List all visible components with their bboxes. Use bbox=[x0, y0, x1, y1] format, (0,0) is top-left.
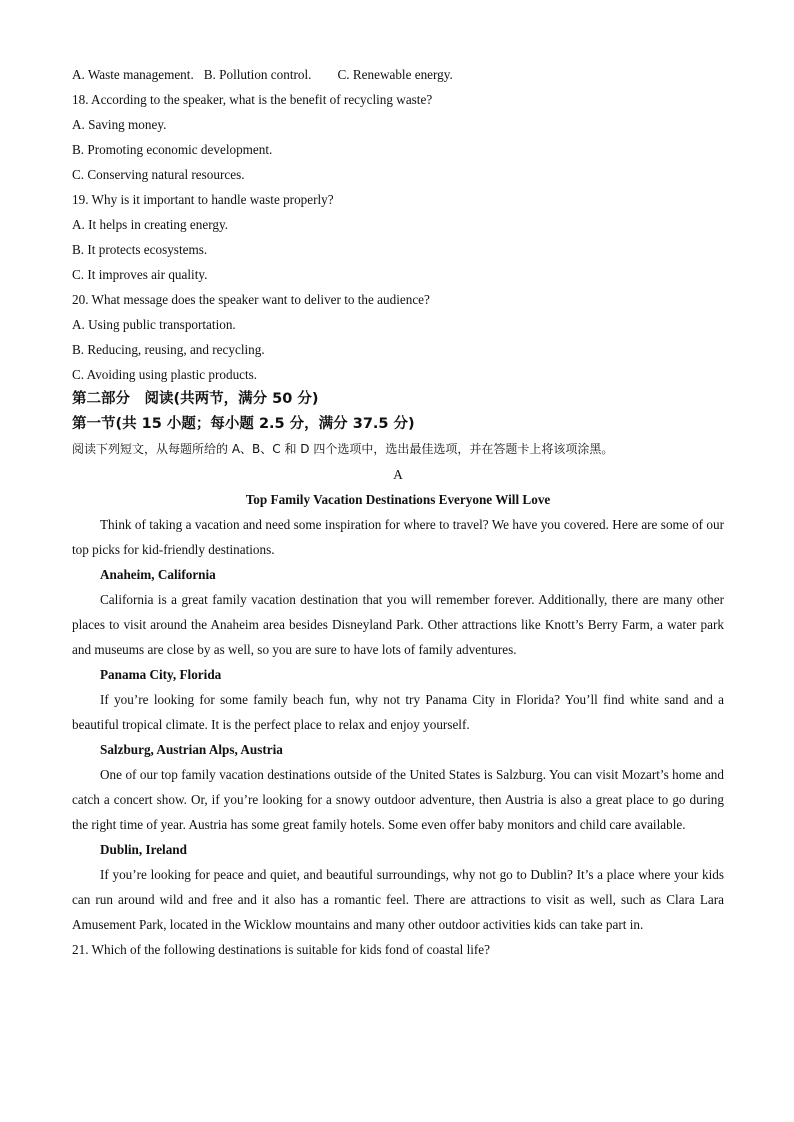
destination-text-anaheim: California is a great family vacation destination that you will remember forever. Additionally, there are many other places to visit around the Anaheim area besides Disneyland Park. Other attractions like Knott’s Berry Farm, a water park and museums are close by as well, so you are sure to have lots of family adventures. bbox=[72, 592, 724, 657]
q19-stem: 19. Why is it important to handle waste properly? bbox=[72, 192, 334, 207]
q20-option-c: C. Avoiding using plastic products. bbox=[72, 367, 258, 382]
destination-name-anaheim: Anaheim, California bbox=[100, 567, 216, 582]
q18-stem: 18. According to the speaker, what is the benefit of recycling waste? bbox=[72, 92, 433, 107]
q19-option-b: B. It protects ecosystems. bbox=[72, 242, 208, 257]
instructions: 阅读下列短文，从每题所给的 A、B、C 和 D 四个选项中，选出最佳选项，并在答题卡上将该项涂黑。 bbox=[72, 442, 614, 456]
destination-name-panama-city: Panama City, Florida bbox=[100, 667, 222, 682]
destination-name-dublin: Dublin, Ireland bbox=[100, 842, 187, 857]
q17-option-a: A. Waste management. bbox=[72, 67, 194, 82]
destination-text-dublin: If you’re looking for peace and quiet, and beautiful surroundings, why not go to Dublin? It’s a place where your kids can run around wild and free and it also has a romantic feel. There are attractions to visit as well, such as Clara Lara Amusement Park, located in the Wicklow mountains and many other outdoor activities kids can take part in. bbox=[72, 867, 724, 932]
q18-option-a: A. Saving money. bbox=[72, 117, 167, 132]
q19-option-a: A. It helps in creating energy. bbox=[72, 217, 229, 232]
q20-option-a: A. Using public transportation. bbox=[72, 317, 236, 332]
passage-label: A bbox=[393, 467, 403, 482]
q20-stem: 20. What message does the speaker want to deliver to the audience? bbox=[72, 292, 430, 307]
q17-option-b: B. Pollution control. bbox=[203, 67, 312, 82]
q19-option-c: C. It improves air quality. bbox=[72, 267, 208, 282]
q17-option-c: C. Renewable energy. bbox=[337, 67, 453, 82]
section1-heading: 第一节(共 15 小题；每小题 2.5 分，满分 37.5 分) bbox=[72, 416, 415, 432]
passage-intro: Think of taking a vacation and need some inspiration for where to travel? We have you covered. Here are some of our top picks for kid-friendly destinations. bbox=[72, 517, 724, 557]
q21-stem: 21. Which of the following destinations is suitable for kids fond of coastal life? bbox=[72, 942, 491, 957]
exam-page bbox=[72, 62, 724, 962]
destination-name-salzburg: Salzburg, Austrian Alps, Austria bbox=[100, 742, 283, 757]
part2-heading: 第二部分 阅读(共两节，满分 50 分) bbox=[72, 391, 319, 407]
q18-option-c: C. Conserving natural resources. bbox=[72, 167, 245, 182]
q17-options bbox=[72, 62, 724, 87]
passage-title: Top Family Vacation Destinations Everyone Will Love bbox=[245, 492, 551, 507]
q20-option-b: B. Reducing, reusing, and recycling. bbox=[72, 342, 265, 357]
destination-text-panama-city: If you’re looking for some family beach fun, why not try Panama City in Florida? You’ll find white sand and a beautiful tropical climate. It is the perfect place to relax and enjoy yourself. bbox=[72, 692, 724, 732]
destination-text-salzburg: One of our top family vacation destinations outside of the United States is Salzburg. You can visit Mozart’s home and catch a concert show. Or, if you’re looking for a snowy outdoor adventure, then Austria is also a great place to go during the right time of year. Austria has some great family hotels. Some even offer baby monitors and child care available. bbox=[72, 767, 724, 832]
q18-option-b: B. Promoting economic development. bbox=[72, 142, 273, 157]
